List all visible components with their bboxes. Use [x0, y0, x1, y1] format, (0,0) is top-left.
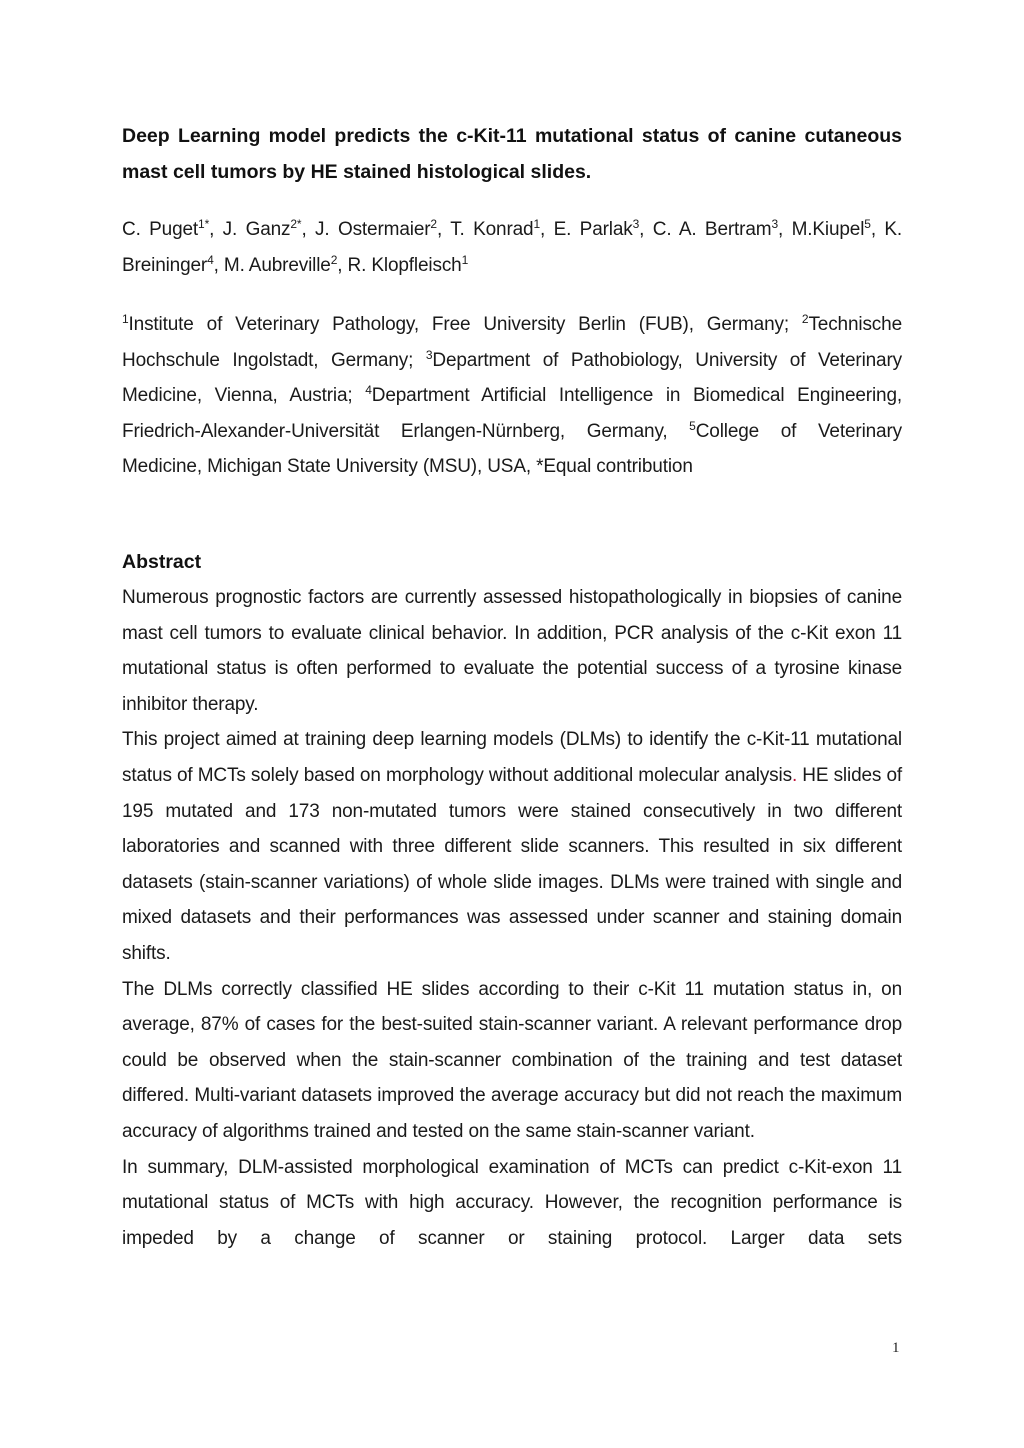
author-list: C. Puget$^{1*}$, J. Ganz$^{2*}$, J. Ostermaier$^2$, T. Konrad$^1$, E. Parlak$^3$, C. A. Bertram$^3$, M.Kiupel$^5$, K. Breininger$^4$, M. Aubreville$^2$, R. Klopfleisch$^1$	[122, 217, 903, 276]
abstract-paragraph-methods: This project aimed at training deep learning models (DLMs) to identify the c-Kit-11 mutational status of MCTs solely based on morphology without additional molecular analysis. HE slides of 195 mutated and 173 non-mutated tumors were stained consecutively in two different laboratories and scanned with three different slide scanners. This resulted in six different datasets (stain-scanner variations) of whole slide images. DLMs were trained with single and mixed datasets and their performances was assessed under scanner and staining domain shifts.	[122, 729, 902, 964]
author: J. Ostermaier$^2$	[315, 217, 437, 240]
author: C. A. Bertram$^3$	[652, 217, 778, 240]
abstract-paragraph-summary: In summary, DLM-assisted morphological examination of MCTs can predict c-Kit-exon 11 mutational status of MCTs with high accuracy. However, the recognition performance is impeded by a change of scanner or staining protocol. Larger data sets	[122, 1156, 902, 1249]
affiliation: $^1$Institute of Veterinary Pathology, Free University Berlin (FUB), Germany;	[122, 312, 802, 335]
affiliation: $^3$Department of Pathobiology, University of Veterinary Medicine, Vienna, Austria;	[122, 347, 903, 407]
red-period-mark: .	[791, 764, 798, 786]
abstract-heading: Abstract	[122, 551, 202, 573]
abstract-body	[122, 580, 902, 1256]
affiliation: $^2$Technische Hochschule Ingolstadt, Germany;	[122, 312, 902, 371]
author: T. Konrad$^1$	[450, 217, 541, 240]
author: M. Aubreville$^2$	[223, 252, 338, 276]
affiliation: $^5$College of Veterinary Medicine, Michigan State University (MSU), USA, *Equal contribution	[122, 418, 902, 478]
abstract-paragraph-results: The DLMs correctly classified HE slides according to their c-Kit 11 mutation status in, on average, 87% of cases for the best-suited stain-scanner variant. A relevant performance drop could be observed when the stain-scanner combination of the training and test dataset differed. Multi-variant datasets improved the average accuracy but did not reach the maximum accuracy of algorithms trained and tested on the same stain-scanner variant.	[122, 978, 902, 1142]
author: J. Ganz$^{2*}$	[222, 217, 302, 240]
affiliation: $^4$Department Artificial Intelligence in Biomedical Engineering, Friedrich-Alexander-Universität Erlangen-Nürnberg, Germany,	[122, 383, 902, 442]
author: C. Puget$^{1*}$	[122, 217, 210, 240]
page-number: 1	[892, 1340, 900, 1356]
author: R. Klopfleisch$^1$	[347, 252, 469, 276]
paper-title: Deep Learning model predicts the c-Kit-11 mutational status of canine cutaneous mast cell tumors by HE stained histological slides.	[122, 125, 902, 183]
author: K. Breininger$^4$	[122, 219, 903, 276]
abstract-paragraph-background: Numerous prognostic factors are currently assessed histopathologically in biopsies of canine mast cell tumors to evaluate clinical behavior. In addition, PCR analysis of the c-Kit exon 11 mutational status is often performed to evaluate the potential success of a tyrosine kinase inhibitor therapy.	[122, 587, 902, 715]
author: M.Kiupel$^5$	[791, 217, 871, 240]
affiliations	[122, 307, 902, 485]
author: E. Parlak$^3$	[553, 217, 640, 240]
